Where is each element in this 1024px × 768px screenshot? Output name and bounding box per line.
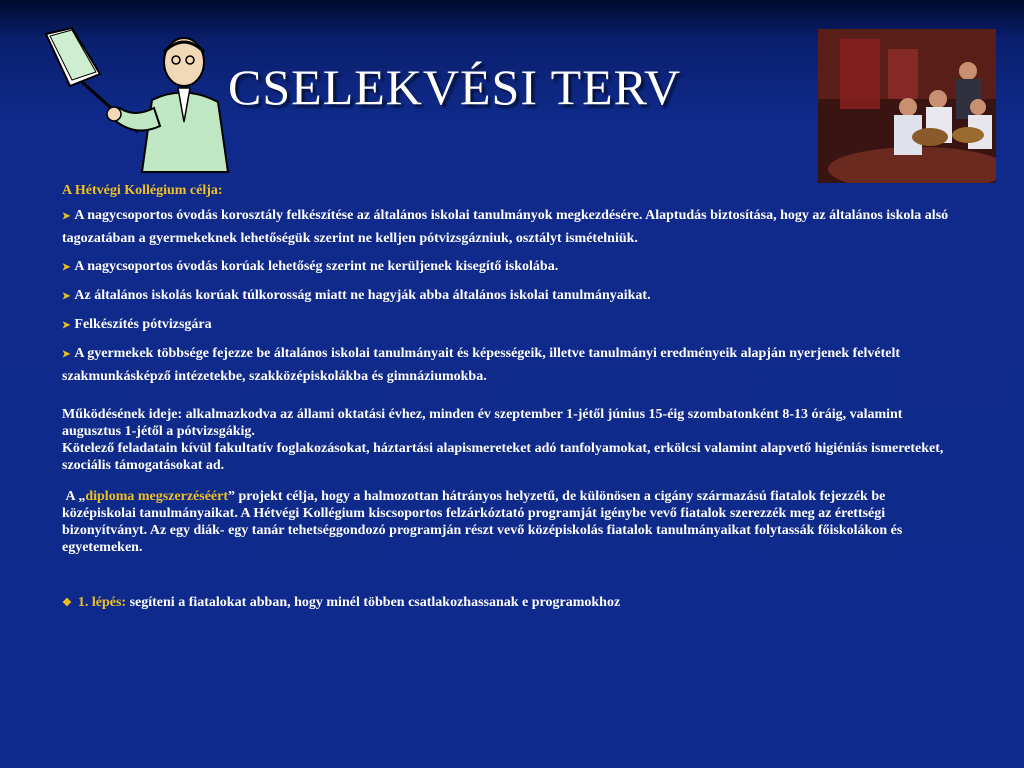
diploma-rest: ” projekt célja, hogy a halmozottan hátrányos helyzetű, de különösen a cigány származású fiatalok fejezzék be középiskolai tanulmányaikat. A Hétvégi Kollégium kiscsoportos felzárkóztató programját igénybe vevő fiatalok szerezzék meg az érettségi bizonyítványt. Az egy diák- egy tanár tehetséggondozó programján részt vevő középiskolás fiatalok tanulmányaikat folytassák főiskolákon és egyetemeken. xyxy=(62,489,903,555)
diploma-project-paragraph xyxy=(62,488,962,556)
diploma-highlight: diploma megszerzéséért xyxy=(85,489,229,504)
musicians-photo xyxy=(818,29,996,183)
list-item-text: A nagycsoportos óvodás korúak lehetőség szerint ne kerüljenek kisegítő iskolába. xyxy=(74,259,559,274)
section-heading: A Hétvégi Kollégium célja: xyxy=(62,183,223,198)
arrow-bullet-icon: ➤ xyxy=(62,211,71,222)
list-item xyxy=(62,205,962,250)
arrow-bullet-icon: ➤ xyxy=(62,291,71,302)
step-item xyxy=(62,594,962,612)
diamond-bullet-icon: ❖ xyxy=(62,597,72,609)
list-item xyxy=(62,343,962,388)
man-figure-icon xyxy=(107,38,228,172)
list-item-text: A nagycsoportos óvodás korosztály felkészítése az általános iskolai tanulmányok megkezdésére. Alaptudás biztosítása, hogy az általános iskola alsó tagozatában a gyermekeknek lehetőségük szerint ne kelljen pótvizsgázniuk, osztályt ismételniük. xyxy=(62,208,949,246)
diploma-prefix: A „ xyxy=(65,489,86,504)
list-item-text: A gyermekek többsége fejezze be általános iskolai tanulmányait és képességeik, illetve tanulmányi eredményeik alapján nyerjenek felvételt szakmunkásképző intézetekbe, szakközépiskolákba és gimnáziumokba. xyxy=(62,346,901,384)
arrow-bullet-icon: ➤ xyxy=(62,320,71,331)
teacher-clipart xyxy=(42,22,232,182)
page-title: CSELEKVÉSI TERV xyxy=(228,59,682,115)
list-item xyxy=(62,314,962,337)
step-text: segíteni a fiatalokat abban, hogy minél többen csatlakozhassanak e programokhoz xyxy=(126,595,621,610)
arrow-bullet-icon: ➤ xyxy=(62,349,71,360)
list-item-text: Az általános iskolás korúak túlkorosság miatt ne hagyják abba általános iskolai tanulmányaikat. xyxy=(74,288,651,303)
list-item xyxy=(62,256,962,279)
operation-time-paragraph: Működésének ideje: alkalmazkodva az állami oktatási évhez, minden év szeptember 1-jétől június 15-éig szombatonként 8-13 óráig, valamint augusztus 1-jétől a pótvizsgákig. xyxy=(62,407,903,439)
content xyxy=(62,182,962,612)
services-paragraph: Kötelező feladatain kívül fakultatív foglakozásokat, háztartási alapismereteket adó tanfolyamokat, erkölcsi valamint alapvető higiéniás ismereteket, szociális támogatásokat ad. xyxy=(62,441,944,473)
list-item xyxy=(62,285,962,308)
step-label: 1. lépés: xyxy=(77,595,127,610)
arrow-bullet-icon: ➤ xyxy=(62,262,71,273)
list-item-text: Felkészítés pótvizsgára xyxy=(74,317,212,332)
